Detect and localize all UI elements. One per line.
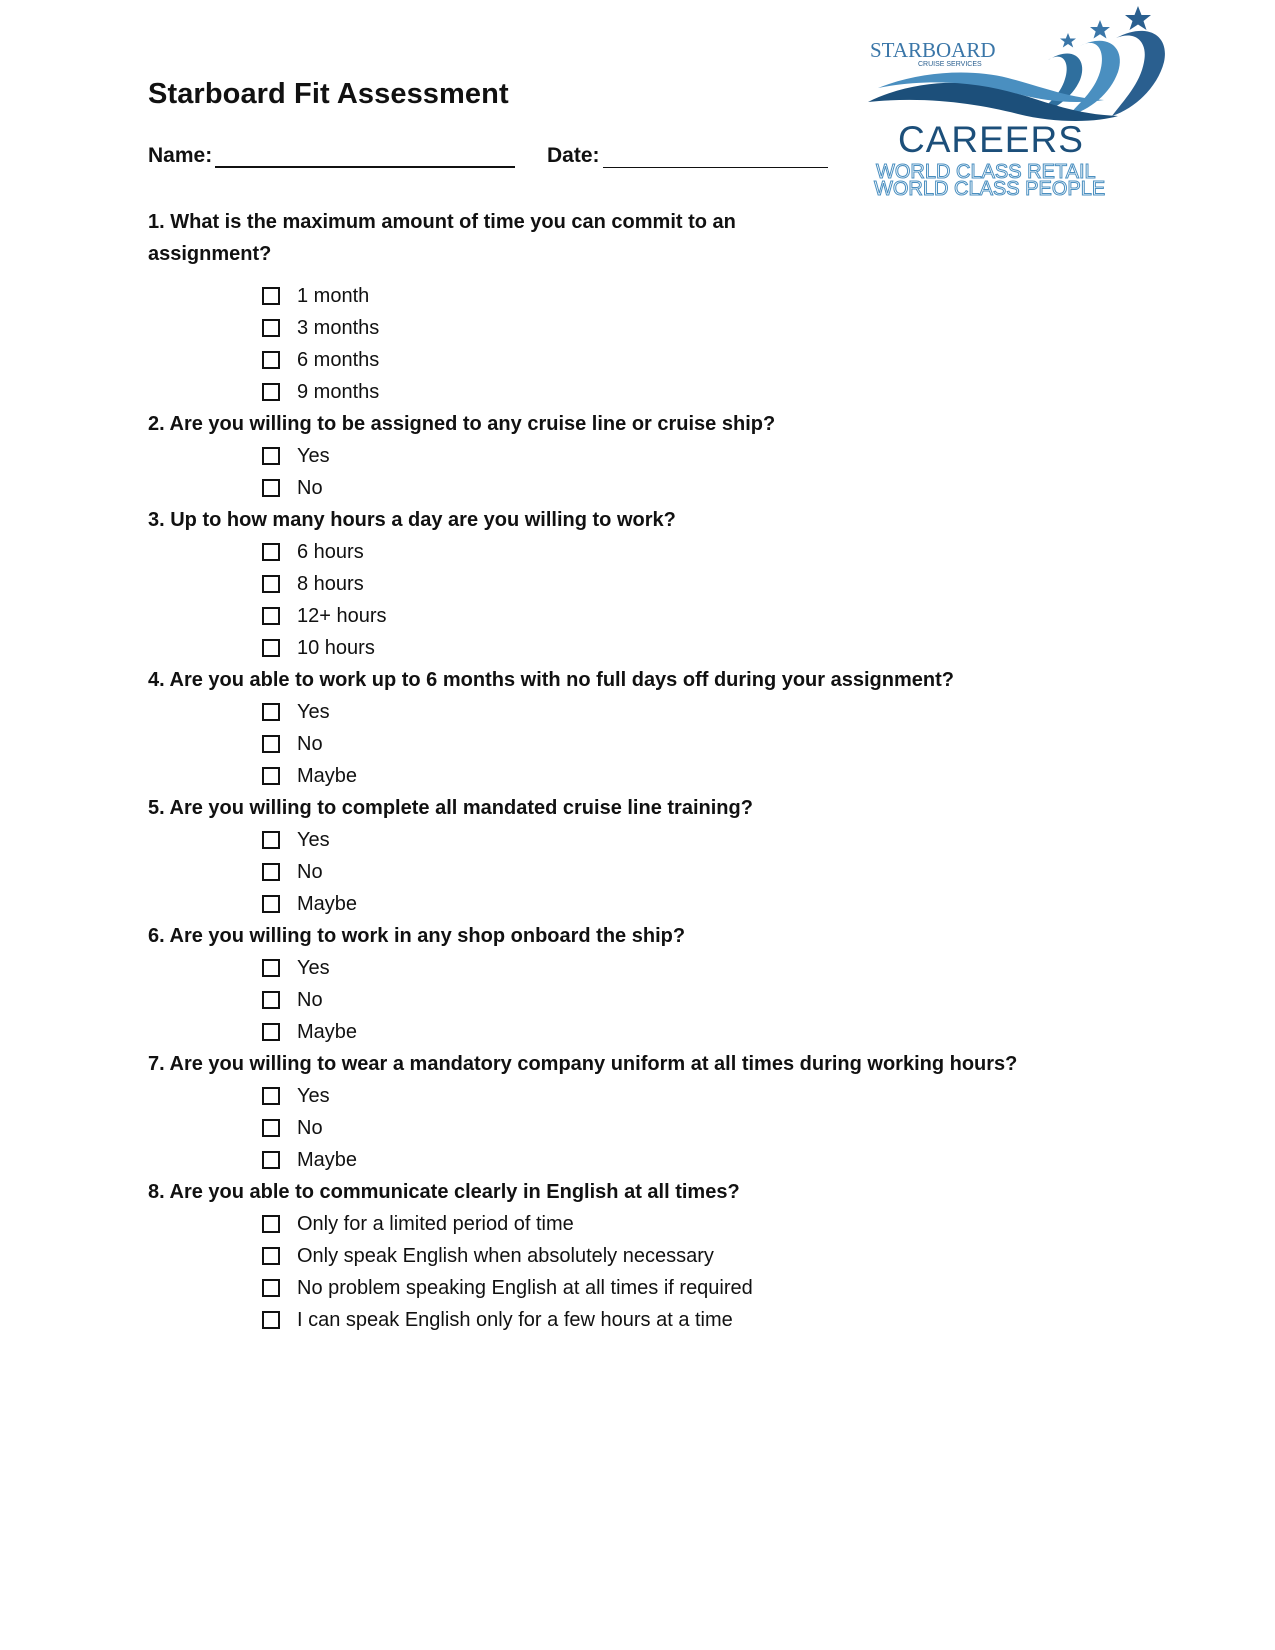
option-item[interactable] bbox=[262, 568, 1148, 600]
logo-careers: CAREERS bbox=[898, 119, 1084, 160]
checkbox[interactable] bbox=[262, 1023, 280, 1041]
question-2 bbox=[148, 408, 1148, 504]
option-label: Maybe bbox=[297, 1020, 358, 1043]
question-text: 1. What is the maximum amount of time you can commit to an assignment? bbox=[148, 211, 736, 265]
option-item[interactable] bbox=[262, 984, 1148, 1016]
question-4 bbox=[148, 664, 1148, 792]
question-text: 5. Are you willing to complete all mandated cruise line training? bbox=[148, 797, 753, 819]
checkbox[interactable] bbox=[262, 1151, 280, 1169]
option-item[interactable] bbox=[262, 760, 1148, 792]
option-label: 10 hours bbox=[297, 636, 375, 659]
question-8 bbox=[148, 1176, 1148, 1336]
wave-swoosh bbox=[1112, 31, 1165, 116]
option-label: Yes bbox=[297, 700, 330, 723]
option-label: Yes bbox=[297, 444, 330, 467]
option-label: 6 hours bbox=[297, 540, 364, 563]
checkbox[interactable] bbox=[262, 351, 280, 369]
option-label: Yes bbox=[297, 828, 330, 851]
question-text: 8. Are you able to communicate clearly in English at all times? bbox=[148, 1181, 740, 1203]
name-label: Name: bbox=[148, 144, 213, 167]
checkbox[interactable] bbox=[262, 575, 280, 593]
option-item[interactable] bbox=[262, 1144, 1148, 1176]
options-list bbox=[148, 536, 1148, 664]
option-item[interactable] bbox=[262, 952, 1148, 984]
checkbox[interactable] bbox=[262, 1215, 280, 1233]
logo-brand-sub: CRUISE SERVICES bbox=[918, 61, 982, 68]
options-list bbox=[148, 952, 1148, 1048]
option-label: I can speak English only for a few hours at a time bbox=[297, 1308, 733, 1331]
option-item[interactable] bbox=[262, 888, 1148, 920]
checkbox[interactable] bbox=[262, 543, 280, 561]
option-item[interactable] bbox=[262, 856, 1148, 888]
option-item[interactable] bbox=[262, 1112, 1148, 1144]
option-label: No bbox=[297, 860, 323, 883]
option-item[interactable] bbox=[262, 1272, 1148, 1304]
options-list bbox=[148, 440, 1148, 504]
checkbox[interactable] bbox=[262, 1087, 280, 1105]
option-label: 1 month bbox=[297, 284, 370, 307]
option-item[interactable] bbox=[262, 600, 1148, 632]
star-icon bbox=[1125, 6, 1151, 30]
checkbox[interactable] bbox=[262, 863, 280, 881]
question-text: 6. Are you willing to work in any shop onboard the ship? bbox=[148, 925, 686, 947]
question-5 bbox=[148, 792, 1148, 920]
option-item[interactable] bbox=[262, 1080, 1148, 1112]
star-icon bbox=[1090, 20, 1110, 39]
question-6 bbox=[148, 920, 1148, 1048]
date-label: Date: bbox=[547, 144, 600, 167]
option-label: Maybe bbox=[297, 764, 358, 787]
option-label: 6 months bbox=[297, 348, 380, 371]
starboard-careers-logo bbox=[868, 2, 1188, 207]
date-input-line[interactable] bbox=[603, 145, 828, 168]
option-item[interactable] bbox=[262, 1208, 1148, 1240]
checkbox[interactable] bbox=[262, 991, 280, 1009]
options-list bbox=[148, 696, 1148, 792]
options-list bbox=[148, 1080, 1148, 1176]
checkbox[interactable] bbox=[262, 479, 280, 497]
option-item[interactable] bbox=[262, 1304, 1148, 1336]
question-7 bbox=[148, 1048, 1148, 1176]
question-text: 2. Are you willing to be assigned to any cruise line or cruise ship? bbox=[148, 413, 776, 435]
option-label: Yes bbox=[297, 956, 330, 979]
date-field[interactable] bbox=[547, 144, 828, 168]
option-item[interactable] bbox=[262, 376, 1148, 408]
checkbox[interactable] bbox=[262, 735, 280, 753]
options-list bbox=[148, 280, 1148, 408]
star-icon bbox=[1060, 33, 1076, 48]
question-text: 7. Are you willing to wear a mandatory company uniform at all times during working hours? bbox=[148, 1053, 1018, 1075]
option-item[interactable] bbox=[262, 312, 1148, 344]
option-item[interactable] bbox=[262, 696, 1148, 728]
option-item[interactable] bbox=[262, 280, 1148, 312]
option-label: Maybe bbox=[297, 892, 358, 915]
checkbox[interactable] bbox=[262, 607, 280, 625]
option-label: No bbox=[297, 476, 323, 499]
checkbox[interactable] bbox=[262, 1119, 280, 1137]
option-label: 3 months bbox=[297, 316, 380, 339]
checkbox[interactable] bbox=[262, 895, 280, 913]
options-list bbox=[148, 824, 1148, 920]
checkbox[interactable] bbox=[262, 639, 280, 657]
option-label: 9 months bbox=[297, 380, 380, 403]
page-title: Starboard Fit Assessment bbox=[148, 78, 509, 110]
option-label: Only speak English when absolutely necessary bbox=[297, 1244, 714, 1267]
option-label: Yes bbox=[297, 1084, 330, 1107]
checkbox[interactable] bbox=[262, 1311, 280, 1329]
question-3 bbox=[148, 504, 1148, 664]
option-item[interactable] bbox=[262, 344, 1148, 376]
checkbox[interactable] bbox=[262, 319, 280, 337]
checkbox[interactable] bbox=[262, 703, 280, 721]
checkbox[interactable] bbox=[262, 383, 280, 401]
option-item[interactable] bbox=[262, 440, 1148, 472]
option-label: No bbox=[297, 1116, 323, 1139]
option-item[interactable] bbox=[262, 472, 1148, 504]
name-input-line[interactable] bbox=[215, 144, 515, 168]
checkbox[interactable] bbox=[262, 1247, 280, 1265]
checkbox[interactable] bbox=[262, 831, 280, 849]
option-label: 8 hours bbox=[297, 572, 364, 595]
questions-list bbox=[148, 206, 1148, 1336]
options-list bbox=[148, 1208, 1148, 1336]
name-field[interactable] bbox=[148, 144, 515, 168]
option-label: No bbox=[297, 988, 323, 1011]
checkbox[interactable] bbox=[262, 1279, 280, 1297]
option-label: Maybe bbox=[297, 1148, 358, 1171]
option-label: Only for a limited period of time bbox=[297, 1212, 574, 1235]
logo-brand: STARBOARD bbox=[870, 38, 996, 62]
option-item[interactable] bbox=[262, 728, 1148, 760]
option-item[interactable] bbox=[262, 536, 1148, 568]
option-item[interactable] bbox=[262, 824, 1148, 856]
checkbox[interactable] bbox=[262, 767, 280, 785]
checkbox[interactable] bbox=[262, 287, 280, 305]
question-text: 4. Are you able to work up to 6 months with no full days off during your assignment? bbox=[148, 669, 954, 691]
logo-tagline-2: WORLD CLASS PEOPLE bbox=[874, 178, 1106, 200]
option-label: 12+ hours bbox=[297, 604, 387, 627]
question-text: 3. Up to how many hours a day are you willing to work? bbox=[148, 509, 676, 531]
option-label: No bbox=[297, 732, 323, 755]
option-label: No problem speaking English at all times if required bbox=[297, 1276, 753, 1299]
question-1 bbox=[148, 206, 1148, 408]
checkbox[interactable] bbox=[262, 447, 280, 465]
option-item[interactable] bbox=[262, 1240, 1148, 1272]
logo-tagline-1: WORLD CLASS RETAIL bbox=[876, 161, 1096, 183]
checkbox[interactable] bbox=[262, 959, 280, 977]
option-item[interactable] bbox=[262, 1016, 1148, 1048]
option-item[interactable] bbox=[262, 632, 1148, 664]
